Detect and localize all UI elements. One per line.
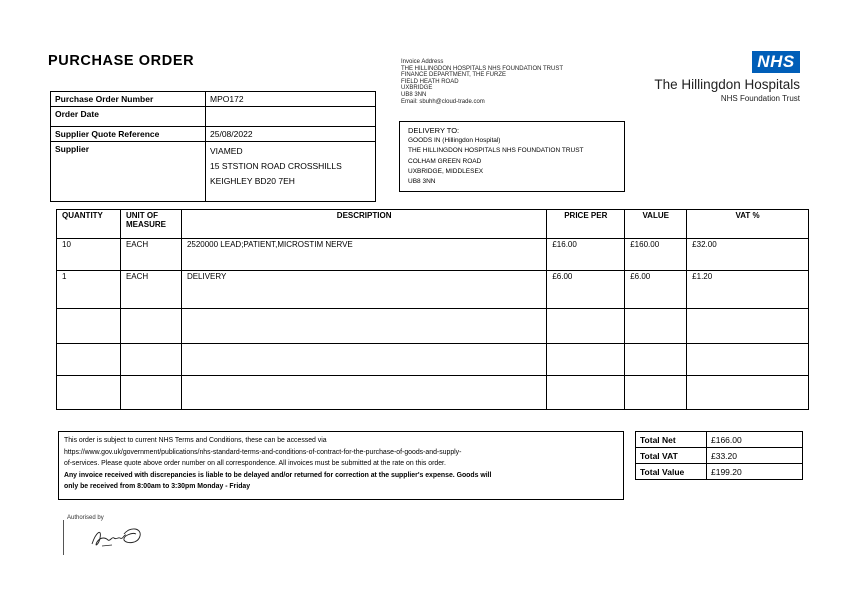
item-quantity: [57, 344, 121, 376]
page-title: PURCHASE ORDER: [48, 53, 195, 69]
quote-ref-label: Supplier Quote Reference: [51, 127, 206, 142]
authorised-divider: [63, 520, 64, 555]
table-row: [57, 376, 809, 410]
total-value-row: [636, 464, 803, 480]
terms-url: https://www.gov.uk/government/publications/nhs-standard-terms-and-conditions-of-contract-for-the-purchase-of-goods-and-supply-: [64, 448, 462, 456]
item-vat: [687, 344, 809, 376]
item-price: £6.00: [547, 271, 625, 309]
item-value: [625, 309, 687, 344]
item-description: [181, 376, 546, 410]
invoice-address: [401, 59, 563, 105]
item-unit: [120, 309, 181, 344]
item-unit: EACH: [120, 239, 181, 271]
item-value: [625, 344, 687, 376]
unit-header-line: MEASURE: [125, 220, 166, 229]
total-vat-row: [636, 448, 803, 464]
invoice-address-line: UB8 3NN: [401, 91, 427, 98]
total-net-value: £166.00: [707, 432, 803, 448]
item-price: [547, 344, 625, 376]
total-value-label: Total Value: [636, 464, 707, 480]
terms-line: This order is subject to current NHS Terms and Conditions, these can be accessed via: [64, 437, 327, 444]
description-header: DESCRIPTION: [181, 210, 546, 239]
item-quantity: 1: [57, 271, 121, 309]
total-value-value: £199.20: [707, 464, 803, 480]
item-description: [181, 344, 546, 376]
terms-box: [58, 431, 624, 500]
total-net-label: Total Net: [636, 432, 707, 448]
order-date-value: [206, 107, 376, 127]
item-price: [547, 376, 625, 410]
item-price: [547, 309, 625, 344]
signature-image: [88, 522, 144, 552]
trust-name: The Hillingdon Hospitals: [654, 77, 800, 92]
quote-ref-row: [51, 127, 376, 142]
supplier-row: [51, 142, 376, 202]
items-header-row: [57, 210, 809, 239]
item-quantity: 10: [57, 239, 121, 271]
invoice-address-line: UXBRIDGE: [401, 85, 433, 92]
invoice-address-line: FIELD HEATH ROAD: [401, 78, 459, 85]
item-quantity: [57, 376, 121, 410]
item-value: £6.00: [625, 271, 687, 309]
item-unit: [120, 376, 181, 410]
delivery-address-box: [399, 121, 625, 192]
order-date-label: Order Date: [51, 107, 206, 127]
delivery-line: COLHAM GREEN ROAD: [408, 157, 482, 165]
quote-ref-value: 25/08/2022: [206, 127, 376, 142]
invoice-email: Email: sbuhh@cloud-trade.com: [401, 98, 485, 105]
total-vat-label: Total VAT: [636, 448, 707, 464]
terms-line: of-services. Please quote above order number on all correspondence. All invoices must be submitted at the rate on this order.: [64, 460, 446, 468]
item-description: 2520000 LEAD;PATIENT,MICROSTIM NERVE: [181, 239, 546, 271]
delivery-heading: DELIVERY TO:: [408, 126, 460, 135]
supplier-address-line: 15 STSTION ROAD CROSSHILLS: [210, 161, 342, 171]
item-description: [181, 309, 546, 344]
quantity-header: QUANTITY: [57, 210, 121, 239]
value-header: VALUE: [625, 210, 687, 239]
delivery-line: GOODS IN (Hillingdon Hospital): [408, 137, 501, 145]
supplier-address-line: KEIGHLEY BD20 7EH: [210, 176, 295, 186]
vat-header: VAT %: [687, 210, 809, 239]
invoice-address-line: Invoice Address: [401, 59, 444, 65]
order-items-table: [56, 209, 809, 410]
totals-table: [635, 431, 803, 480]
table-row: [57, 271, 809, 309]
supplier-label: Supplier: [51, 142, 206, 202]
item-quantity: [57, 309, 121, 344]
item-unit: EACH: [120, 271, 181, 309]
supplier-name: VIAMED: [210, 146, 243, 156]
order-date-row: [51, 107, 376, 127]
item-value: [625, 376, 687, 410]
po-number-row: [51, 92, 376, 107]
terms-warning: only be received from 8:00am to 3:30pm Monday - Friday: [64, 483, 251, 491]
order-info-table: [50, 91, 376, 202]
delivery-line: THE HILLINGDON HOSPITALS NHS FOUNDATION TRUST: [408, 147, 584, 155]
item-vat: [687, 309, 809, 344]
invoice-address-line: THE HILLINGDON HOSPITALS NHS FOUNDATION TRUST: [401, 65, 564, 72]
item-price: £16.00: [547, 239, 625, 271]
unit-header: [120, 210, 181, 239]
unit-header-line: UNIT OF: [125, 211, 158, 220]
po-number-label: Purchase Order Number: [51, 92, 206, 107]
item-unit: [120, 344, 181, 376]
total-net-row: [636, 432, 803, 448]
item-vat: £32.00: [687, 239, 809, 271]
nhs-logo-badge: NHS: [752, 51, 800, 73]
item-description: DELIVERY: [181, 271, 546, 309]
trust-subtitle: NHS Foundation Trust: [720, 94, 800, 103]
authorised-by-label: Authorised by: [67, 515, 104, 521]
price-header: PRICE PER: [547, 210, 625, 239]
terms-warning: Any invoice received with discrepancies is liable to be delayed and/or returned for correction at the supplier's expense. Goods will: [64, 471, 492, 479]
po-number-value: MPO172: [206, 92, 376, 107]
table-row: [57, 344, 809, 376]
item-vat: £1.20: [687, 271, 809, 309]
total-vat-value: £33.20: [707, 448, 803, 464]
table-row: [57, 239, 809, 271]
item-vat: [687, 376, 809, 410]
table-row: [57, 309, 809, 344]
supplier-value: [206, 142, 376, 202]
invoice-address-line: FINANCE DEPARTMENT, THE FURZE: [401, 72, 507, 79]
delivery-line: UXBRIDGE, MIDDLESEX: [408, 167, 484, 175]
delivery-line: UB8 3NN: [408, 178, 436, 186]
item-value: £160.00: [625, 239, 687, 271]
